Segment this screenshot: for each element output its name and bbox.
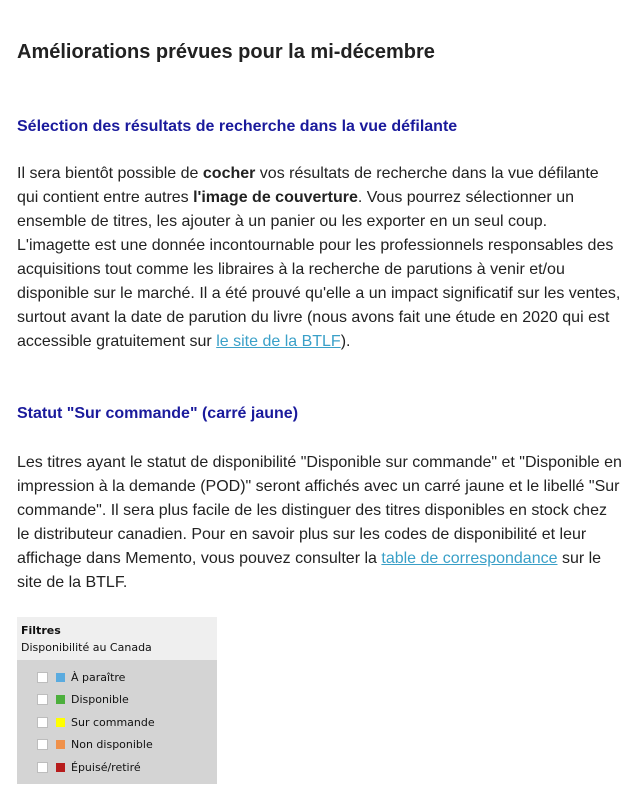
- section-heading-sur-commande: Statut "Sur commande" (carré jaune): [17, 405, 299, 422]
- status-color-swatch: [56, 695, 65, 704]
- filter-checkbox[interactable]: [37, 739, 48, 750]
- status-color-swatch: [56, 740, 65, 749]
- filter-label: Épuisé/retiré: [71, 760, 141, 774]
- filter-item-sur-commande[interactable]: [37, 711, 217, 734]
- filters-title: Filtres: [21, 624, 61, 637]
- paragraph-text: vos résultats de recherche dans la vue défilante qui contient entre autres: [17, 165, 599, 206]
- paragraph-text: ).: [340, 333, 351, 350]
- paragraph-text: sur le site de la BTLF.: [17, 550, 602, 591]
- paragraph-text: . Vous pourrez sélectionner un ensemble de titres, les ajouter à un panier ou les exporter en un seul coup. L'imagette est une donnée incontournable pour les professionnels responsables des acquisitions tout comme les libraires à la recherche de parutions à venir et/ou disponible sur le marché. Il a été prouvé qu'elle a un impact significatif sur les ventes, surtout avant la date de parution du livre (nous avons fait une étude en 2020 qui est accessible gratuitement sur: [17, 189, 621, 350]
- filter-checkbox[interactable]: [37, 762, 48, 773]
- bold-text: cocher: [202, 165, 256, 182]
- availability-filters-panel: [17, 617, 217, 784]
- filters-header-inner: [17, 617, 217, 654]
- filter-label: À paraître: [71, 670, 126, 684]
- filter-label: Disponible: [71, 693, 129, 707]
- status-color-swatch: [56, 718, 65, 727]
- filter-label: Sur commande: [71, 715, 155, 729]
- filter-item-a-paraitre[interactable]: [37, 666, 217, 689]
- filter-label: Non disponible: [71, 738, 153, 752]
- correspondence-table-link[interactable]: table de correspondance: [381, 550, 558, 567]
- filters-subtitle: Disponibilité au Canada: [21, 641, 152, 654]
- btlf-site-link[interactable]: le site de la BTLF: [216, 333, 341, 350]
- filter-checkbox[interactable]: [37, 717, 48, 728]
- section-paragraph-sur-commande: [17, 451, 622, 595]
- filter-checkbox[interactable]: [37, 694, 48, 705]
- section-paragraph-selection: [17, 162, 622, 354]
- filter-item-non-disponible[interactable]: [37, 734, 217, 757]
- paragraph-text: Il sera bientôt possible de: [17, 165, 203, 182]
- filters-header: [17, 617, 217, 660]
- status-color-swatch: [56, 673, 65, 682]
- bold-text: l'image de couverture: [193, 189, 358, 206]
- filter-list: [17, 660, 217, 779]
- status-color-swatch: [56, 763, 65, 772]
- filter-item-disponible[interactable]: [37, 689, 217, 712]
- section-heading-selection: Sélection des résultats de recherche dans la vue défilante: [17, 118, 458, 135]
- page-title: Améliorations prévues pour la mi-décembre: [17, 41, 435, 63]
- filter-item-epuise-retire[interactable]: [37, 756, 217, 779]
- filter-checkbox[interactable]: [37, 672, 48, 683]
- paragraph-text: Les titres ayant le statut de disponibilité "Disponible sur commande" et "Disponible en impression à la demande (POD)" seront affichés avec un carré jaune et le libellé "Sur commande". Il sera plus facile de les distinguer des titres disponibles en stock chez le distributeur canadien. Pour en savoir plus sur les codes de disponibilité et leur affichage dans Memento, vous pouvez consulter la: [17, 454, 622, 567]
